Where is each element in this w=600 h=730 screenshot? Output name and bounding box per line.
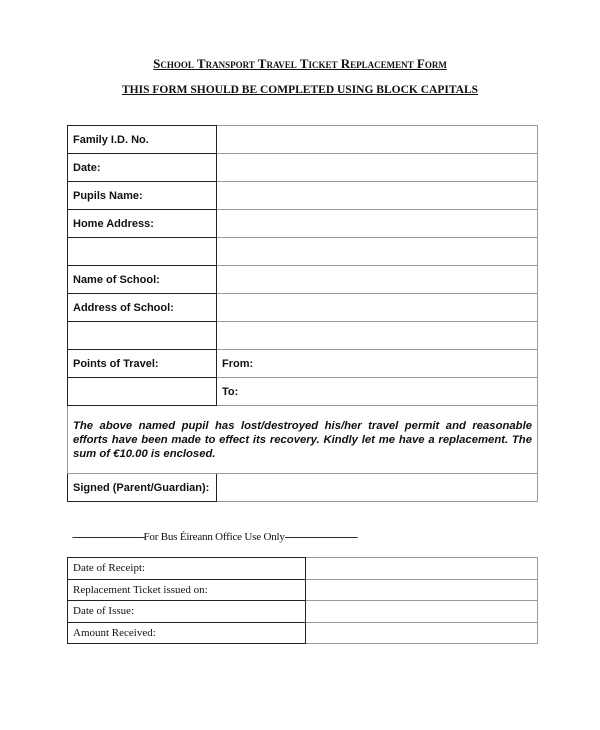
- home-address-field[interactable]: [217, 210, 538, 238]
- label-name-of-school: Name of School:: [68, 266, 217, 294]
- blank-label: [68, 238, 217, 266]
- declaration-text: The above named pupil has lost/destroyed his/her travel permit and reasonable efforts have been made to effect its recovery. Kindly let me have a replacement. The sum of €10.00 is enclosed.: [68, 406, 538, 474]
- label-home-address: Home Address:: [68, 210, 217, 238]
- applicant-table: [67, 125, 538, 502]
- date-field[interactable]: [217, 154, 538, 182]
- family-id-field[interactable]: [217, 126, 538, 154]
- label-replacement-issued: Replacement Ticket issued on:: [68, 579, 306, 601]
- label-from: From:: [222, 357, 254, 370]
- replacement-issued-field[interactable]: [306, 579, 538, 601]
- label-family-id: Family I.D. No.: [68, 126, 217, 154]
- address-of-school-field[interactable]: [217, 294, 538, 322]
- pupils-name-field[interactable]: [217, 182, 538, 210]
- label-pupils-name: Pupils Name:: [68, 182, 217, 210]
- label-date-of-issue: Date of Issue:: [68, 601, 306, 623]
- label-amount-received: Amount Received:: [68, 622, 306, 644]
- signature-field[interactable]: [217, 474, 538, 502]
- home-address-field-2[interactable]: [217, 238, 538, 266]
- blank-label: [68, 378, 217, 406]
- label-date: Date:: [68, 154, 217, 182]
- blank-label: [68, 322, 217, 350]
- office-use-separator: [72, 531, 356, 543]
- to-field[interactable]: [217, 378, 538, 406]
- from-field[interactable]: [217, 350, 538, 378]
- address-of-school-field-2[interactable]: [217, 322, 538, 350]
- label-signed: Signed (Parent/Guardian):: [68, 474, 217, 502]
- date-of-issue-field[interactable]: [306, 601, 538, 623]
- name-of-school-field[interactable]: [217, 266, 538, 294]
- form-subtitle: THIS FORM SHOULD BE COMPLETED USING BLOCK CAPITALS: [121, 84, 479, 96]
- label-to: To:: [222, 385, 239, 398]
- label-date-of-receipt: Date of Receipt:: [68, 558, 306, 580]
- date-of-receipt-field[interactable]: [306, 558, 538, 580]
- label-points-of-travel: Points of Travel:: [68, 350, 217, 378]
- amount-received-field[interactable]: [306, 622, 538, 644]
- label-address-of-school: Address of School:: [68, 294, 217, 322]
- office-use-heading: For Bus Éireann Office Use Only: [143, 531, 285, 543]
- dashes-left: -------------------------------------------: [72, 531, 144, 543]
- office-use-table: [67, 557, 538, 644]
- form-title: School Transport Travel Ticket Replacement Form: [153, 56, 447, 71]
- dashes-right: -------------------------------------------: [284, 531, 357, 543]
